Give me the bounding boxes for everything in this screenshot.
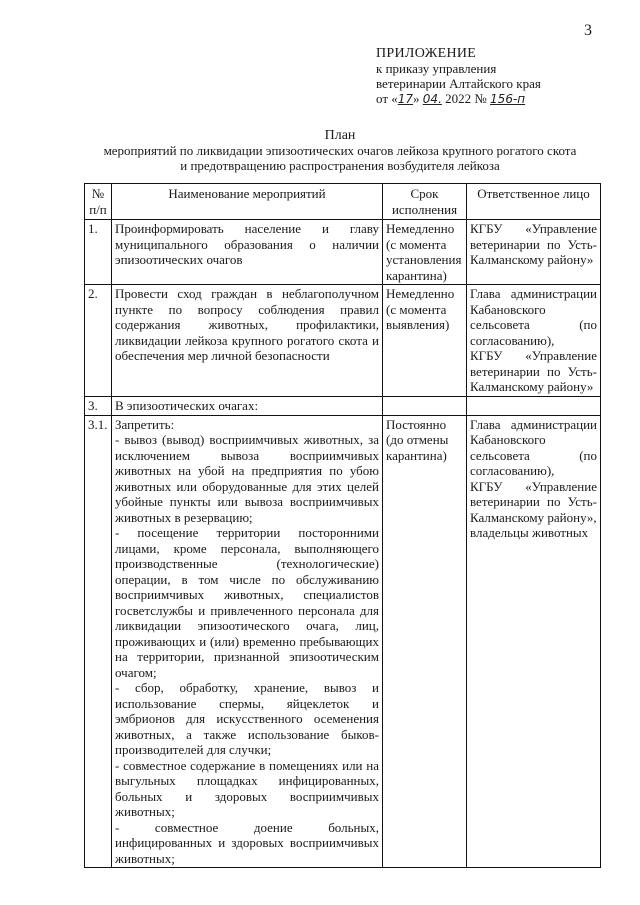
row-name: Провести сход граждан в неблагополучном пункте по вопросу соблюдения правил содержания животных, профилактики, ликвидации лейкоза крупного рогатого скота и обеспечения мер личной безопасности — [112, 285, 383, 397]
order-year: 2022 № — [445, 91, 487, 106]
table-row — [85, 285, 601, 397]
row-term: Немедленно (с момента установления карантина) — [383, 220, 467, 285]
plan-subtitle-1: мероприятий по ликвидации эпизоотических очагов лейкоза крупного рогатого скота — [103, 143, 577, 158]
header-resp: Ответственное лицо — [467, 184, 601, 220]
order-mid: » — [413, 91, 420, 106]
resp-line: КГБУ «Управление ветеринарии по Усть-Калманскому району» — [470, 348, 597, 394]
resp-line: КГБУ «Управление ветеринарии по Усть-Калманскому району», — [470, 478, 597, 525]
header-name: Наименование мероприятий — [112, 184, 383, 220]
row-name — [112, 415, 383, 868]
appendix-header — [376, 46, 541, 107]
row-name: Проинформировать население и главу муниципального образования о наличии эпизоотических очагов — [112, 220, 383, 285]
header-num: № п/п — [85, 184, 112, 220]
table-row — [85, 220, 601, 285]
appendix-line-2: ветеринарии Алтайского края — [376, 76, 541, 91]
row-name-line: - сбор, обработку, хранение, вывоз и использование спермы, яйцеклеток и эмбрионов для искусственного осеменения животных, а также использование быков-производителей для случки; — [115, 680, 379, 757]
table-row — [85, 415, 601, 868]
row-name-line: Запретить: — [115, 416, 175, 432]
row-num: 3. — [85, 397, 112, 416]
row-num: 2. — [85, 285, 112, 397]
resp-line: владельцы животных — [470, 525, 589, 540]
appendix-line-1: к приказу управления — [376, 61, 497, 76]
row-num: 3.1. — [85, 415, 112, 868]
resp-line: КГБУ «Управление ветеринарии по Усть-Калманскому району» — [470, 221, 597, 267]
order-line — [376, 91, 541, 107]
row-term: Постоянно (до отмены карантина) — [383, 415, 467, 868]
row-resp — [467, 220, 601, 285]
table-header-row — [85, 184, 601, 220]
page-number: 3 — [584, 22, 592, 39]
order-number: 156-п — [490, 92, 526, 106]
row-term: Немедленно (с момента выявления) — [383, 285, 467, 397]
row-resp — [467, 285, 601, 397]
plan-title: План — [324, 128, 356, 143]
resp-line: Глава администрации Кабановского сельсовета (по согласованию), — [470, 416, 597, 478]
header-term: Срок исполнения — [383, 184, 467, 220]
appendix-title: ПРИЛОЖЕНИЕ — [376, 46, 477, 61]
order-day: 17 — [397, 92, 414, 106]
row-num: 1. — [85, 220, 112, 285]
plan-title-block — [70, 128, 610, 173]
table-row — [85, 397, 601, 416]
plan-table — [84, 183, 601, 868]
row-resp — [467, 415, 601, 868]
row-name-line: - вывоз (вывод) восприимчивых животных, за исключением вывоза восприимчивых животных на убой на предприятия по убою животных или оборудованные для этих целей убойные пункты или вывоза восприимчивых животных в резервацию; — [115, 432, 379, 525]
row-resp — [467, 397, 601, 416]
order-prefix: от « — [376, 91, 398, 106]
order-month: 04. — [422, 92, 442, 106]
row-name-line: - посещение территории посторонними лицами, кроме персонала, выполняющего производственные (технологические) операции, в том числе по обслуживанию восприимчивых животных, специалистов госветслужбы и привлеченного персонала для ликвидации эпизоотического очага, лиц, проживающих и (или) временно пребывающих на территории, признанной эпизоотическим очагом; — [115, 525, 379, 680]
resp-line: Глава администрации Кабановского сельсовета (по согласованию), — [470, 286, 597, 348]
row-name: В эпизоотических очагах: — [112, 397, 383, 416]
row-name-line: - совместное содержание в помещениях или на выгульных площадках инфицированных, больных и здоровых восприимчивых животных; — [115, 757, 379, 819]
plan-subtitle-2: и предотвращению распространения возбудителя лейкоза — [180, 158, 500, 173]
row-term — [383, 397, 467, 416]
row-name-line: - совместное доение больных, инфицированных и здоровых восприимчивых животных; — [115, 819, 379, 866]
